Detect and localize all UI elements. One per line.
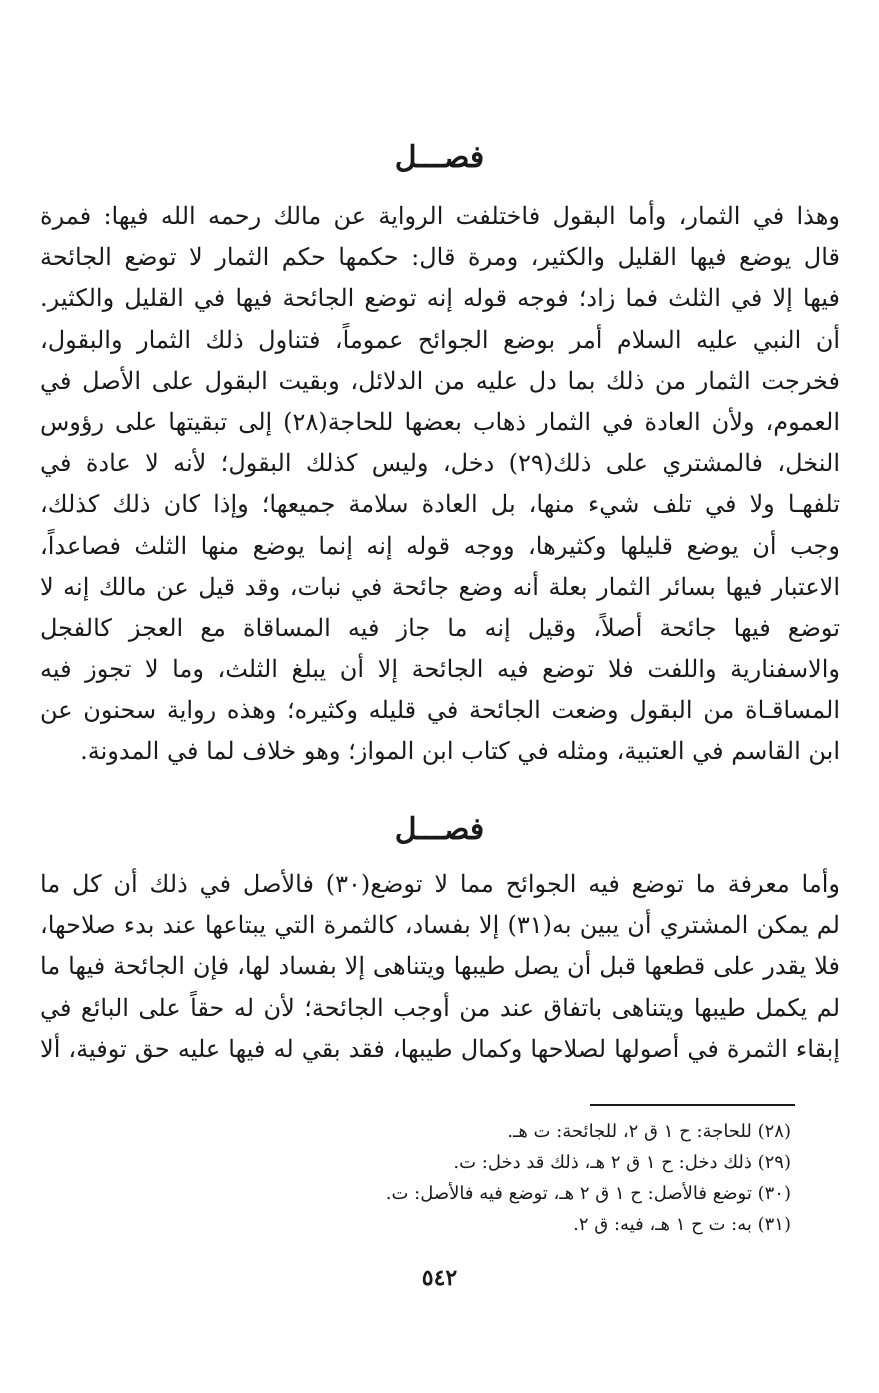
text-line: فيها إلا في الثلث فما زاد؛ فوجه قوله إنه توضع الجائحة فيها في القليل والكثير. (40, 284, 840, 313)
section-body-2 (40, 864, 840, 1070)
text-line: لم يمكن المشتري أن يبين به(٣١) إلا بفساد، كالثمرة التي يبتاعها عند بدء صلاحها، (40, 911, 840, 940)
footnote: (٣١) به: ت ح ١ هـ، فيه: ق ٢. (573, 1214, 791, 1235)
text-line: والاسفنارية واللفت فلا توضع فيه الجائحة إلا أن يبلغ الثلث، وما لا تجوز فيه (40, 655, 840, 684)
footnotes (91, 1116, 791, 1240)
text-line: إبقاء الثمرة في أصولها لصلاحها وكمال طيبها، فقد بقي له فيها عليه حق توفية، ألا (40, 1034, 840, 1063)
page-number: ٥٤٢ (421, 1265, 458, 1291)
text-line: النخل، فالمشتري على ذلك(٢٩) دخل، وليس كذلك البقول؛ لأنه لا عادة في (40, 449, 840, 478)
text-line: المساقـاة من البقول وضعت الجائحة في قليله وكثيره؛ وهذه رواية سحنون عن (40, 696, 840, 725)
text-line: وأما معرفة ما توضع فيه الجوائح مما لا توضع(٣٠) فالأصل في ذلك أن كل ما (40, 870, 840, 898)
footnote: (٢٩) ذلك دخل: ح ١ ق ٢ هـ، ذلك قد دخل: ت. (453, 1152, 791, 1173)
text-line: ابن القاسم في العتبية، ومثله في كتاب ابن المواز؛ وهو خلاف لما في المدونة. (80, 737, 840, 766)
text-line: قال يوضع فيها القليل والكثير، ومرة قال: حكمها حكم الثمار لا توضع الجائحة (40, 243, 840, 272)
text-line: وهذا في الثمار، وأما البقول فاختلفت الرواية عن مالك رحمه الله فيها: فمرة (40, 202, 840, 230)
section-heading-1: فصـــل (394, 140, 485, 175)
text-line: توضع فيها جائحة أصلاً، وقيل إنه ما جاز فيه المساقاة مع العجز كالفجل (40, 613, 840, 642)
text-line: العموم، ولأن العادة في الثمار ذهاب بعضها للحاجة(٢٨) إلى تبقيتها على رؤوس (40, 407, 840, 436)
footnote: (٢٨) للحاجة: ح ١ ق ٢، للجائحة: ت هـ. (507, 1121, 791, 1142)
text-line: أن النبي عليه السلام أمر بوضع الجوائح عموماً، فتناول ذلك الثمار والبقول، (40, 325, 840, 354)
text-line: الاعتبار فيها بسائر الثمار بعلة أنه وضع جائحة في نبات، وقد قيل عن مالك إنه لا (40, 572, 840, 601)
section-heading-2: فصـــل (394, 812, 485, 847)
text-line: فخرجت الثمار من ذلك بما دل عليه من الدلائل، وبقيت البقول على الأصل في (40, 366, 840, 395)
footnote-divider (590, 1104, 795, 1106)
text-line: تلفهـا ولا في تلف شيء منها، بل العادة سلامة جميعها؛ وإذا كان ذلك كذلك، (40, 490, 840, 519)
text-line: وجب أن يوضع قليلها وكثيرها، ووجه قوله إنه إنما يوضع منها الثلث فصاعداً، (40, 531, 840, 560)
section-body-1 (40, 196, 840, 773)
text-line: لم يكمل طيبها ويتناهى باتفاق عند من أوجب الجائحة؛ لأن له حقاً على البائع في (40, 993, 840, 1022)
footnote: (٣٠) توضع فالأصل: ح ١ ق ٢ هـ، توضع فيه فالأصل: ت. (385, 1183, 791, 1204)
text-line: فلا يقدر على قطعها قبل أن يصل طيبها ويتناهى إلا بفساد لها، فإن الجائحة فيها ما (40, 952, 840, 981)
